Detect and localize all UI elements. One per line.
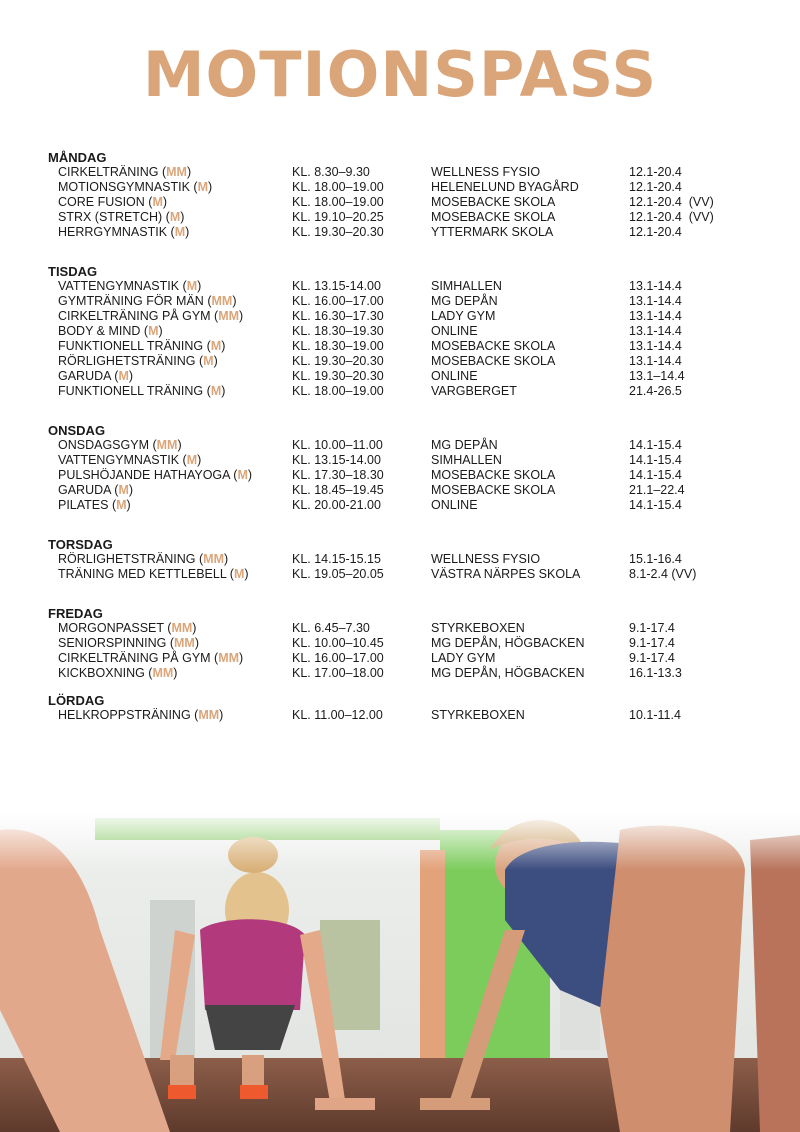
session-time: KL. 17.00–18.00 [292, 666, 384, 680]
session-place: SIMHALLEN [431, 279, 502, 293]
session-name: FUNKTIONELL TRÄNING [58, 384, 204, 398]
session-tag: M [210, 384, 222, 398]
session-place: STYRKEBOXEN [431, 708, 525, 722]
session-row [48, 324, 768, 339]
session-time: KL. 18.30–19.00 [292, 339, 384, 353]
session-time: KL. 6.45–7.30 [292, 621, 370, 635]
session-name: CIRKELTRÄNING PÅ GYM [58, 309, 211, 323]
session-tag: M [118, 369, 129, 383]
session-tag: MM [156, 438, 178, 452]
session-dates: 12.1-20.4 [629, 165, 682, 179]
session-dates: 8.1-2.4 (VV) [629, 567, 697, 581]
session-time: KL. 19.10–20.25 [292, 210, 384, 224]
session-name-cell: KICKBOXNING (MM) [58, 666, 178, 680]
session-dates: 9.1-17.4 [629, 621, 675, 635]
session-name: BODY & MIND [58, 324, 141, 338]
session-name-cell: MORGONPASSET (MM) [58, 621, 197, 635]
session-time: KL. 16.00–17.00 [292, 651, 384, 665]
session-row [48, 225, 768, 240]
session-dates: 21.4-26.5 [629, 384, 682, 398]
session-name-cell: FUNKTIONELL TRÄNING (M) [58, 339, 226, 353]
session-dates: 12.1-20.4 (VV) [629, 210, 714, 224]
session-dates: 10.1-11.4 [629, 708, 681, 722]
session-row [48, 210, 768, 225]
session-place: WELLNESS FYSIO [431, 165, 541, 179]
session-tag: M [152, 195, 163, 209]
session-name-cell: RÖRLIGHETSTRÄNING (M) [58, 354, 218, 368]
session-dates: 13.1-14.4 [629, 279, 682, 293]
session-place: ONLINE [431, 369, 478, 383]
session-row [48, 279, 768, 294]
session-name-cell: HELKROPPSTRÄNING (MM) [58, 708, 224, 722]
session-name: SENIORSPINNING [58, 636, 167, 650]
day-section [48, 606, 768, 681]
session-dates: 13.1-14.4 [629, 294, 682, 308]
session-name: HERRGYMNASTIK [58, 225, 168, 239]
session-name: PULSHÖJANDE HATHAYOGA [58, 468, 230, 482]
session-dates: 13.1–14.4 [629, 369, 685, 383]
page-title: MOTIONSPASS [142, 38, 658, 111]
session-name-cell: VATTENGYMNASTIK (M) [58, 279, 202, 293]
session-name: VATTENGYMNASTIK [58, 279, 180, 293]
session-dates: 13.1-14.4 [629, 309, 682, 323]
session-time: KL. 10.00–11.00 [292, 438, 383, 452]
session-row [48, 552, 768, 567]
session-time: KL. 19.05–20.05 [292, 567, 384, 581]
session-place: MG DEPÅN, HÖGBACKEN [431, 666, 585, 680]
session-row [48, 309, 768, 324]
session-place: WELLNESS FYSIO [431, 552, 541, 566]
session-row [48, 369, 768, 384]
session-tag: M [186, 279, 198, 293]
session-dates: 14.1-15.4 [629, 453, 682, 467]
session-row [48, 498, 768, 513]
session-tag: M [237, 468, 248, 482]
session-time: KL. 14.15-15.15 [292, 552, 381, 566]
session-place: MOSEBACKE SKOLA [431, 354, 556, 368]
session-dates: 15.1-16.4 [629, 552, 682, 566]
day-heading: MÅNDAG [48, 150, 107, 165]
session-name: GYMTRÄNING FÖR MÄN [58, 294, 204, 308]
session-tag: M [233, 567, 245, 581]
session-name-cell: VATTENGYMNASTIK (M) [58, 453, 202, 467]
session-name: VATTENGYMNASTIK [58, 453, 180, 467]
session-place: YTTERMARK SKOLA [431, 225, 554, 239]
day-section [48, 693, 768, 723]
day-heading: ONSDAG [48, 423, 106, 438]
session-time: KL. 11.00–12.00 [292, 708, 383, 722]
session-name: CORE FUSION [58, 195, 145, 209]
session-name: FUNKTIONELL TRÄNING [58, 339, 204, 353]
session-tag: M [174, 225, 186, 239]
session-place: MOSEBACKE SKOLA [431, 468, 556, 482]
day-heading: FREDAG [48, 606, 103, 621]
session-place: MG DEPÅN [431, 294, 498, 308]
session-name: CIRKELTRÄNING [58, 165, 159, 179]
session-row [48, 180, 768, 195]
session-name: STRX (STRETCH) [58, 210, 163, 224]
session-row [48, 468, 768, 483]
session-name-cell: HERRGYMNASTIK (M) [58, 225, 190, 239]
session-row [48, 438, 768, 453]
session-row [48, 567, 768, 582]
session-row [48, 483, 768, 498]
session-time: KL. 19.30–20.30 [292, 225, 384, 239]
session-time: KL. 18.30–19.30 [292, 324, 384, 338]
session-tag: MM [152, 666, 174, 680]
session-tag: M [186, 453, 198, 467]
session-name-cell: PILATES (M) [58, 498, 131, 512]
session-tag: M [210, 339, 222, 353]
session-name-cell: FUNKTIONELL TRÄNING (M) [58, 384, 226, 398]
session-place: LADY GYM [431, 309, 496, 323]
session-name: RÖRLIGHETSTRÄNING [58, 552, 196, 566]
session-place: HELENELUND BYAGÅRD [431, 180, 579, 194]
session-tag: MM [203, 552, 224, 566]
session-name: HELKROPPSTRÄNING [58, 708, 191, 722]
session-row [48, 621, 768, 636]
session-time: KL. 10.00–10.45 [292, 636, 384, 650]
session-dates: 12.1-20.4 (VV) [629, 195, 714, 209]
session-tag: M [169, 210, 181, 224]
session-place: STYRKEBOXEN [431, 621, 525, 635]
session-time: KL. 20.00-21.00 [292, 498, 381, 512]
session-name-cell: GARUDA (M) [58, 369, 134, 383]
day-heading: TORSDAG [48, 537, 113, 552]
session-tag: M [197, 180, 209, 194]
schedule [48, 150, 768, 747]
session-name-cell: SENIORSPINNING (MM) [58, 636, 199, 650]
session-place: LADY GYM [431, 651, 496, 665]
day-section [48, 537, 768, 582]
session-place: MOSEBACKE SKOLA [431, 339, 556, 353]
session-dates: 12.1-20.4 [629, 225, 682, 239]
session-name: GARUDA [58, 483, 111, 497]
session-name: RÖRLIGHETSTRÄNING [58, 354, 196, 368]
session-place: ONLINE [431, 498, 478, 512]
session-tag: MM [166, 165, 187, 179]
session-time: KL. 19.30–20.30 [292, 354, 384, 368]
session-name: TRÄNING MED KETTLEBELL [58, 567, 227, 581]
session-name-cell: GARUDA (M) [58, 483, 134, 497]
session-time: KL. 18.00–19.00 [292, 384, 384, 398]
session-row [48, 195, 768, 210]
session-time: KL. 18.00–19.00 [292, 180, 384, 194]
session-dates: 12.1-20.4 [629, 180, 682, 194]
session-dates: 9.1-17.4 [629, 651, 675, 665]
session-tag: MM [198, 708, 220, 722]
session-name: MOTIONSGYMNASTIK [58, 180, 190, 194]
session-dates: 21.1–22.4 [629, 483, 685, 497]
session-name: GARUDA [58, 369, 111, 383]
session-time: KL. 18.00–19.00 [292, 195, 384, 209]
session-tag: M [203, 354, 214, 368]
session-row [48, 636, 768, 651]
session-name-cell: CIRKELTRÄNING PÅ GYM (MM) [58, 309, 244, 323]
session-name-cell: BODY & MIND (M) [58, 324, 163, 338]
session-tag: MM [218, 651, 240, 665]
session-name-cell: MOTIONSGYMNASTIK (M) [58, 180, 213, 194]
session-dates: 14.1-15.4 [629, 438, 682, 452]
session-name: KICKBOXNING [58, 666, 145, 680]
workout-photo [0, 810, 800, 1132]
session-tag: MM [171, 621, 193, 635]
session-place: MG DEPÅN, HÖGBACKEN [431, 636, 585, 650]
session-place: MOSEBACKE SKOLA [431, 210, 556, 224]
session-row [48, 708, 768, 723]
session-dates: 14.1-15.4 [629, 498, 682, 512]
session-row [48, 384, 768, 399]
session-dates: 16.1-13.3 [629, 666, 682, 680]
session-time: KL. 13.15-14.00 [292, 279, 381, 293]
session-dates: 13.1-14.4 [629, 339, 682, 353]
session-name-cell: GYMTRÄNING FÖR MÄN (MM) [58, 294, 237, 308]
session-tag: M [118, 483, 129, 497]
session-place: SIMHALLEN [431, 453, 502, 467]
session-time: KL. 8.30–9.30 [292, 165, 370, 179]
day-heading: TISDAG [48, 264, 98, 279]
session-tag: MM [174, 636, 195, 650]
session-row [48, 666, 768, 681]
session-time: KL. 16.30–17.30 [292, 309, 384, 323]
day-heading: LÖRDAG [48, 693, 105, 708]
session-time: KL. 19.30–20.30 [292, 369, 384, 383]
session-time: KL. 13.15-14.00 [292, 453, 381, 467]
session-name-cell: CIRKELTRÄNING (MM) [58, 165, 192, 179]
session-dates: 13.1-14.4 [629, 354, 682, 368]
session-dates: 14.1-15.4 [629, 468, 682, 482]
session-place: MOSEBACKE SKOLA [431, 195, 556, 209]
session-name-cell: STRX (STRETCH) (M) [58, 210, 185, 224]
session-tag: M [148, 324, 159, 338]
session-name-cell: RÖRLIGHETSTRÄNING (MM) [58, 552, 229, 566]
session-row [48, 294, 768, 309]
session-row [48, 165, 768, 180]
session-name-cell: ONSDAGSGYM (MM) [58, 438, 182, 452]
session-name-cell: CORE FUSION (M) [58, 195, 168, 209]
session-name: MORGONPASSET [58, 621, 164, 635]
session-tag: MM [218, 309, 240, 323]
session-name: CIRKELTRÄNING PÅ GYM [58, 651, 211, 665]
session-row [48, 339, 768, 354]
session-time: KL. 16.00–17.00 [292, 294, 384, 308]
session-row [48, 453, 768, 468]
session-name-cell: TRÄNING MED KETTLEBELL (M) [58, 567, 249, 581]
day-section [48, 150, 768, 240]
session-dates: 9.1-17.4 [629, 636, 675, 650]
photo-top-fade [0, 810, 800, 870]
session-name-cell: CIRKELTRÄNING PÅ GYM (MM) [58, 651, 244, 665]
session-name: PILATES [58, 498, 109, 512]
session-place: MG DEPÅN [431, 438, 498, 452]
session-place: VÄSTRA NÄRPES SKOLA [431, 567, 581, 581]
session-time: KL. 17.30–18.30 [292, 468, 384, 482]
session-place: MOSEBACKE SKOLA [431, 483, 556, 497]
session-time: KL. 18.45–19.45 [292, 483, 384, 497]
session-place: VARGBERGET [431, 384, 517, 398]
session-name: ONSDAGSGYM [58, 438, 149, 452]
session-place: ONLINE [431, 324, 478, 338]
session-name-cell: PULSHÖJANDE HATHAYOGA (M) [58, 468, 253, 482]
session-tag: M [116, 498, 127, 512]
session-row [48, 651, 768, 666]
day-section [48, 264, 768, 399]
day-section [48, 423, 768, 513]
session-tag: MM [211, 294, 233, 308]
session-dates: 13.1-14.4 [629, 324, 682, 338]
session-row [48, 354, 768, 369]
